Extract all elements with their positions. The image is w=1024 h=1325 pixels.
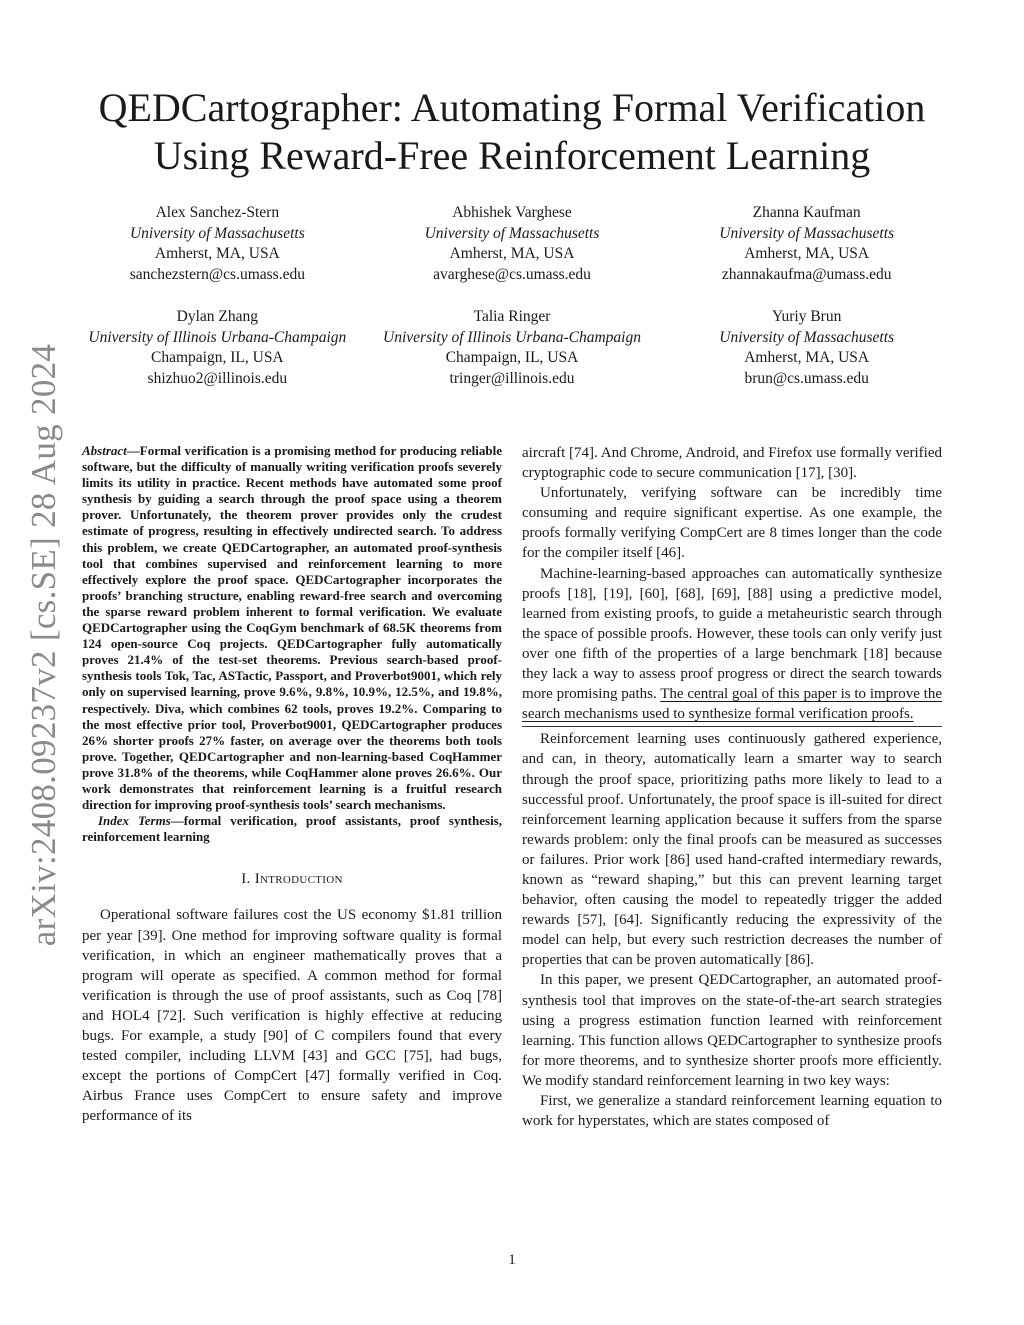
intro-paragraph: Operational software failures cost the US economy $1.81 trillion per year [39]. One method for improving software quality is formal verification, in which an engineer mathematically proves that a program will operate as specified. A common method for formal verification is through the use of proof assistants, such as Coq [78] and HOL4 [72]. Such verification is highly effective at reducing bugs. For example, a study [90] of C compilers found that every tested compiler, including LLVM [43] and GCC [75], had bugs, except the portions of CompCert [47] formally verified in Coq. Airbus France uses CompCert to ensure safety and improve performance of its [82, 907, 502, 1125]
author-affiliation: University of Massachusetts [424, 224, 600, 242]
author-email: shizhuo2@illinois.edu [147, 370, 288, 388]
arxiv-identifier: arXiv:2408.09237v2 [cs.SE] 28 Aug 2024 [24, 343, 63, 947]
author-email: avarghese@cs.umass.edu [433, 266, 591, 284]
section-number: I. [241, 871, 251, 888]
left-column [82, 443, 502, 1126]
author-email: sanchezstern@cs.umass.edu [129, 266, 305, 284]
author-name: Yuriy Brun [772, 308, 842, 325]
body-paragraph: aircraft [74]. And Chrome, Android, and Firefox use formally verified cryptographic code to secure communication [17], [30]. [522, 445, 942, 482]
title-line-1: QEDCartographer: Automating Formal Verification [98, 85, 926, 130]
author-name: Dylan Zhang [176, 308, 259, 325]
author-name: Alex Sanchez-Stern [155, 204, 280, 221]
divider-line [522, 726, 942, 727]
body-paragraph: Reinforcement learning uses continuously gathered experience, and can, in theory, automatically learn a smarter way to search through the proof space, prioritizing paths more likely to lead to a successful proof. Unfortunately, the proof space is ill-suited for direct reinforcement learning application because it suffers from the sparse rewards problem: only the final proofs can be measured as successes or failures. Prior work [86] used hand-crafted intermediary rewards, known as “reward shaping,” but this can prevent learning target behavior, often causing the model to repeatedly trigger the added rewards [57], [64]. Significantly reducing the expressivity of the model can help, but every such restriction decreases the number of properties that can be proven automatically [86]. [522, 731, 942, 969]
author-name: Talia Ringer [473, 308, 551, 325]
central-goal-highlight: The central goal of this paper is to improve the search mechanisms used to synthesize formal verification proofs. [522, 686, 942, 723]
author-location: Champaign, IL, USA [445, 349, 579, 367]
body-paragraph: Unfortunately, verifying software can be incredibly time consuming and require significant expertise. As one example, the proofs formally verifying CompCert are 8 times longer than the code for the compiler itself [46]. [522, 485, 942, 562]
body-paragraph: In this paper, we present QEDCartographer, an automated proof-synthesis tool that improves on the state-of-the-art search strategies using a progress estimation function learned with reinforcement learning. This function allows QEDCartographer to synthesize proofs for more theorems, and to synthesize shorter proofs more efficiently. We modify standard reinforcement learning in two key ways: [522, 972, 942, 1089]
author-affiliation: University of Illinois Urbana-Champaign [383, 328, 641, 346]
paper-title [60, 84, 964, 180]
section-heading [82, 869, 502, 889]
author-block [70, 203, 365, 286]
arxiv-sidebar [23, 343, 65, 947]
page-number: 1 [508, 1252, 516, 1268]
author-block [70, 307, 365, 390]
author-location: Amherst, MA, USA [744, 349, 870, 367]
author-row-1 [70, 203, 954, 286]
abstract-text: —Formal verification is a promising method for producing reliable software, but the difficulty of manually writing verification proofs severely limits its utility in practice. Recent methods have automated some proof synthesis by guiding a search through the proof space using a theorem prover. Unfortunately, the theorem prover provides only the crudest estimate of progress, resulting in effectively undirected search. To address this problem, we create QEDCartographer, an automated proof-synthesis tool that combines supervised and reinforcement learning to more effectively explore the proof space. QEDCartographer incorporates the proofs’ branching structure, enabling reward-free search and overcoming the sparse reward problem inherent to formal verification. We evaluate QEDCartographer using the CoqGym benchmark of 68.5K theorems from 124 open-source Coq projects. QEDCartographer fully automatically proves 21.4% of the test-set theorems. Previous search-based proof-synthesis tools Tok, Tac, ASTactic, Passport, and Proverbot9001, which rely only on supervised learning, prove 9.6%, 9.8%, 10.9%, 12.5%, and 19.8%, respectively. Diva, which combines 62 tools, proves 19.2%. Comparing to the most effective prior tool, Proverbot9001, QEDCartographer produces 26% shorter proofs 27% faster, on average over the theorems both tools prove. Together, QEDCartographer and non-learning-based CoqHammer prove 31.8% of the theorems, while CoqHammer alone proves 26.6%. Our work demonstrates that reinforcement learning is a fruitful research direction for improving proof-synthesis tools’ search mechanisms. [82, 443, 502, 813]
author-block [365, 307, 660, 390]
author-block [659, 307, 954, 390]
author-location: Amherst, MA, USA [154, 245, 280, 263]
author-email: tringer@illinois.edu [449, 370, 575, 388]
author-location: Amherst, MA, USA [744, 245, 870, 263]
abstract-label: Abstract [82, 443, 127, 458]
author-email: zhannakaufma@umass.edu [721, 266, 892, 284]
paragraph-text: Machine-learning-based approaches can automatically synthesize proofs [18], [19], [60], [68], [69], [88] using a predictive model, learned from existing proofs, to guide a metaheuristic search through the space of possible proofs. However, these tools can only verify just over one fifth of the properties of a large benchmark [18] because they lack a way to assess proof progress or direct the search towards more promising paths. [522, 565, 942, 703]
author-location: Champaign, IL, USA [151, 349, 284, 367]
author-row-2 [70, 307, 954, 390]
author-location: Amherst, MA, USA [449, 245, 575, 263]
body-paragraph [522, 564, 942, 725]
author-affiliation: University of Massachusetts [719, 328, 895, 346]
author-name: Abhishek Varghese [452, 204, 572, 221]
section-title: Introduction [254, 871, 343, 888]
right-column [522, 443, 942, 1131]
index-terms [82, 813, 502, 845]
title-line-2: Using Reward-Free Reinforcement Learning [153, 133, 871, 178]
author-email: brun@cs.umass.edu [744, 370, 869, 388]
index-terms-text: —formal verification, proof assistants, proof synthesis, reinforcement learning [82, 813, 502, 845]
author-block [659, 203, 954, 286]
body-paragraph: First, we generalize a standard reinforcement learning equation to work for hyperstates, which are states composed of [522, 1093, 942, 1130]
abstract [82, 443, 502, 813]
index-terms-label: Index Terms [98, 813, 171, 829]
author-affiliation: University of Illinois Urbana-Champaign [88, 328, 347, 346]
author-block [365, 203, 660, 286]
author-affiliation: University of Massachusetts [129, 224, 305, 242]
author-name: Zhanna Kaufman [752, 204, 861, 221]
author-affiliation: University of Massachusetts [719, 224, 895, 242]
